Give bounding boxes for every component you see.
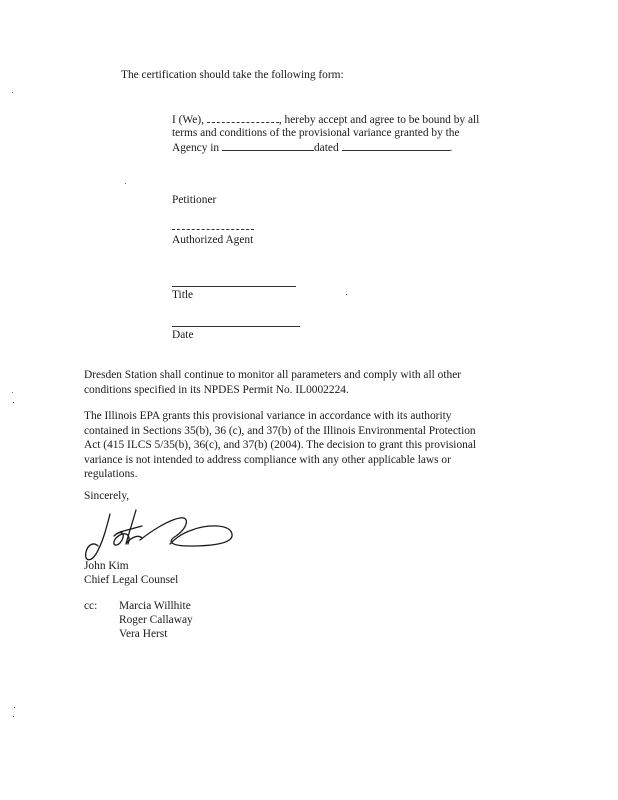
- authority-paragraph: [84, 409, 476, 482]
- scan-speck: [125, 183, 126, 184]
- cert-dated-label: dated: [313, 142, 342, 154]
- title-label: Title: [172, 289, 194, 301]
- cc-recipient: Vera Herst: [119, 628, 168, 640]
- paragraph-line: conditions specified in its NPDES Permit No. IL0002224.: [84, 383, 349, 396]
- scan-speck: [14, 707, 15, 708]
- scan-speck: [12, 392, 13, 393]
- certification-line-3: [172, 140, 452, 156]
- date-signature-line: [172, 326, 300, 327]
- cert-name-blank: [207, 112, 279, 123]
- cert-agency-blank: [222, 140, 314, 151]
- certification-line-2: terms and conditions of the provisional variance granted by the: [172, 127, 460, 139]
- scan-speck: [13, 402, 14, 403]
- scan-speck: [346, 294, 347, 295]
- paragraph-line: Act (415 ILCS 5/35(b), 36(c), and 37(b) (2004). The decision to grant this provisional: [84, 439, 477, 452]
- cc-recipient: Marcia Willhite: [119, 600, 191, 612]
- authorized-agent-label: Authorized Agent: [172, 234, 254, 246]
- paragraph-line: contained in Sections 35(b), 36 (c), and 37(b) of the Illinois Environmental Protection: [84, 424, 476, 437]
- cert-we-label: I (We),: [172, 114, 207, 126]
- scan-speck: [13, 716, 14, 717]
- agent-signature-line: [172, 229, 254, 230]
- scan-speck: [12, 92, 13, 93]
- cert-date-blank: [342, 140, 450, 151]
- paragraph-line: The Illinois EPA grants this provisional variance in accordance with its authority: [84, 410, 452, 422]
- closing-salutation: Sincerely,: [84, 490, 130, 502]
- paragraph-line: regulations.: [84, 468, 138, 481]
- signer-name: John Kim: [84, 560, 129, 572]
- paragraph-line: variance is not intended to address compliance with any other applicable laws or: [84, 453, 451, 466]
- petitioner-label: Petitioner: [172, 194, 217, 206]
- signer-title: Chief Legal Counsel: [84, 574, 179, 586]
- cert-agency-label: Agency in: [172, 142, 222, 154]
- monitoring-paragraph: [84, 368, 461, 397]
- cc-label: cc:: [84, 600, 98, 612]
- title-signature-line: [172, 286, 296, 287]
- paragraph-line: Dresden Station shall continue to monitor all parameters and comply with all other: [84, 369, 462, 381]
- date-label: Date: [172, 329, 194, 341]
- cert-accept-text: , hereby accept and agree to be bound by all: [278, 114, 480, 126]
- cert-period: .: [449, 142, 453, 154]
- certification-intro: The certification should take the following form:: [121, 69, 344, 81]
- cc-recipient: Roger Callaway: [119, 614, 193, 626]
